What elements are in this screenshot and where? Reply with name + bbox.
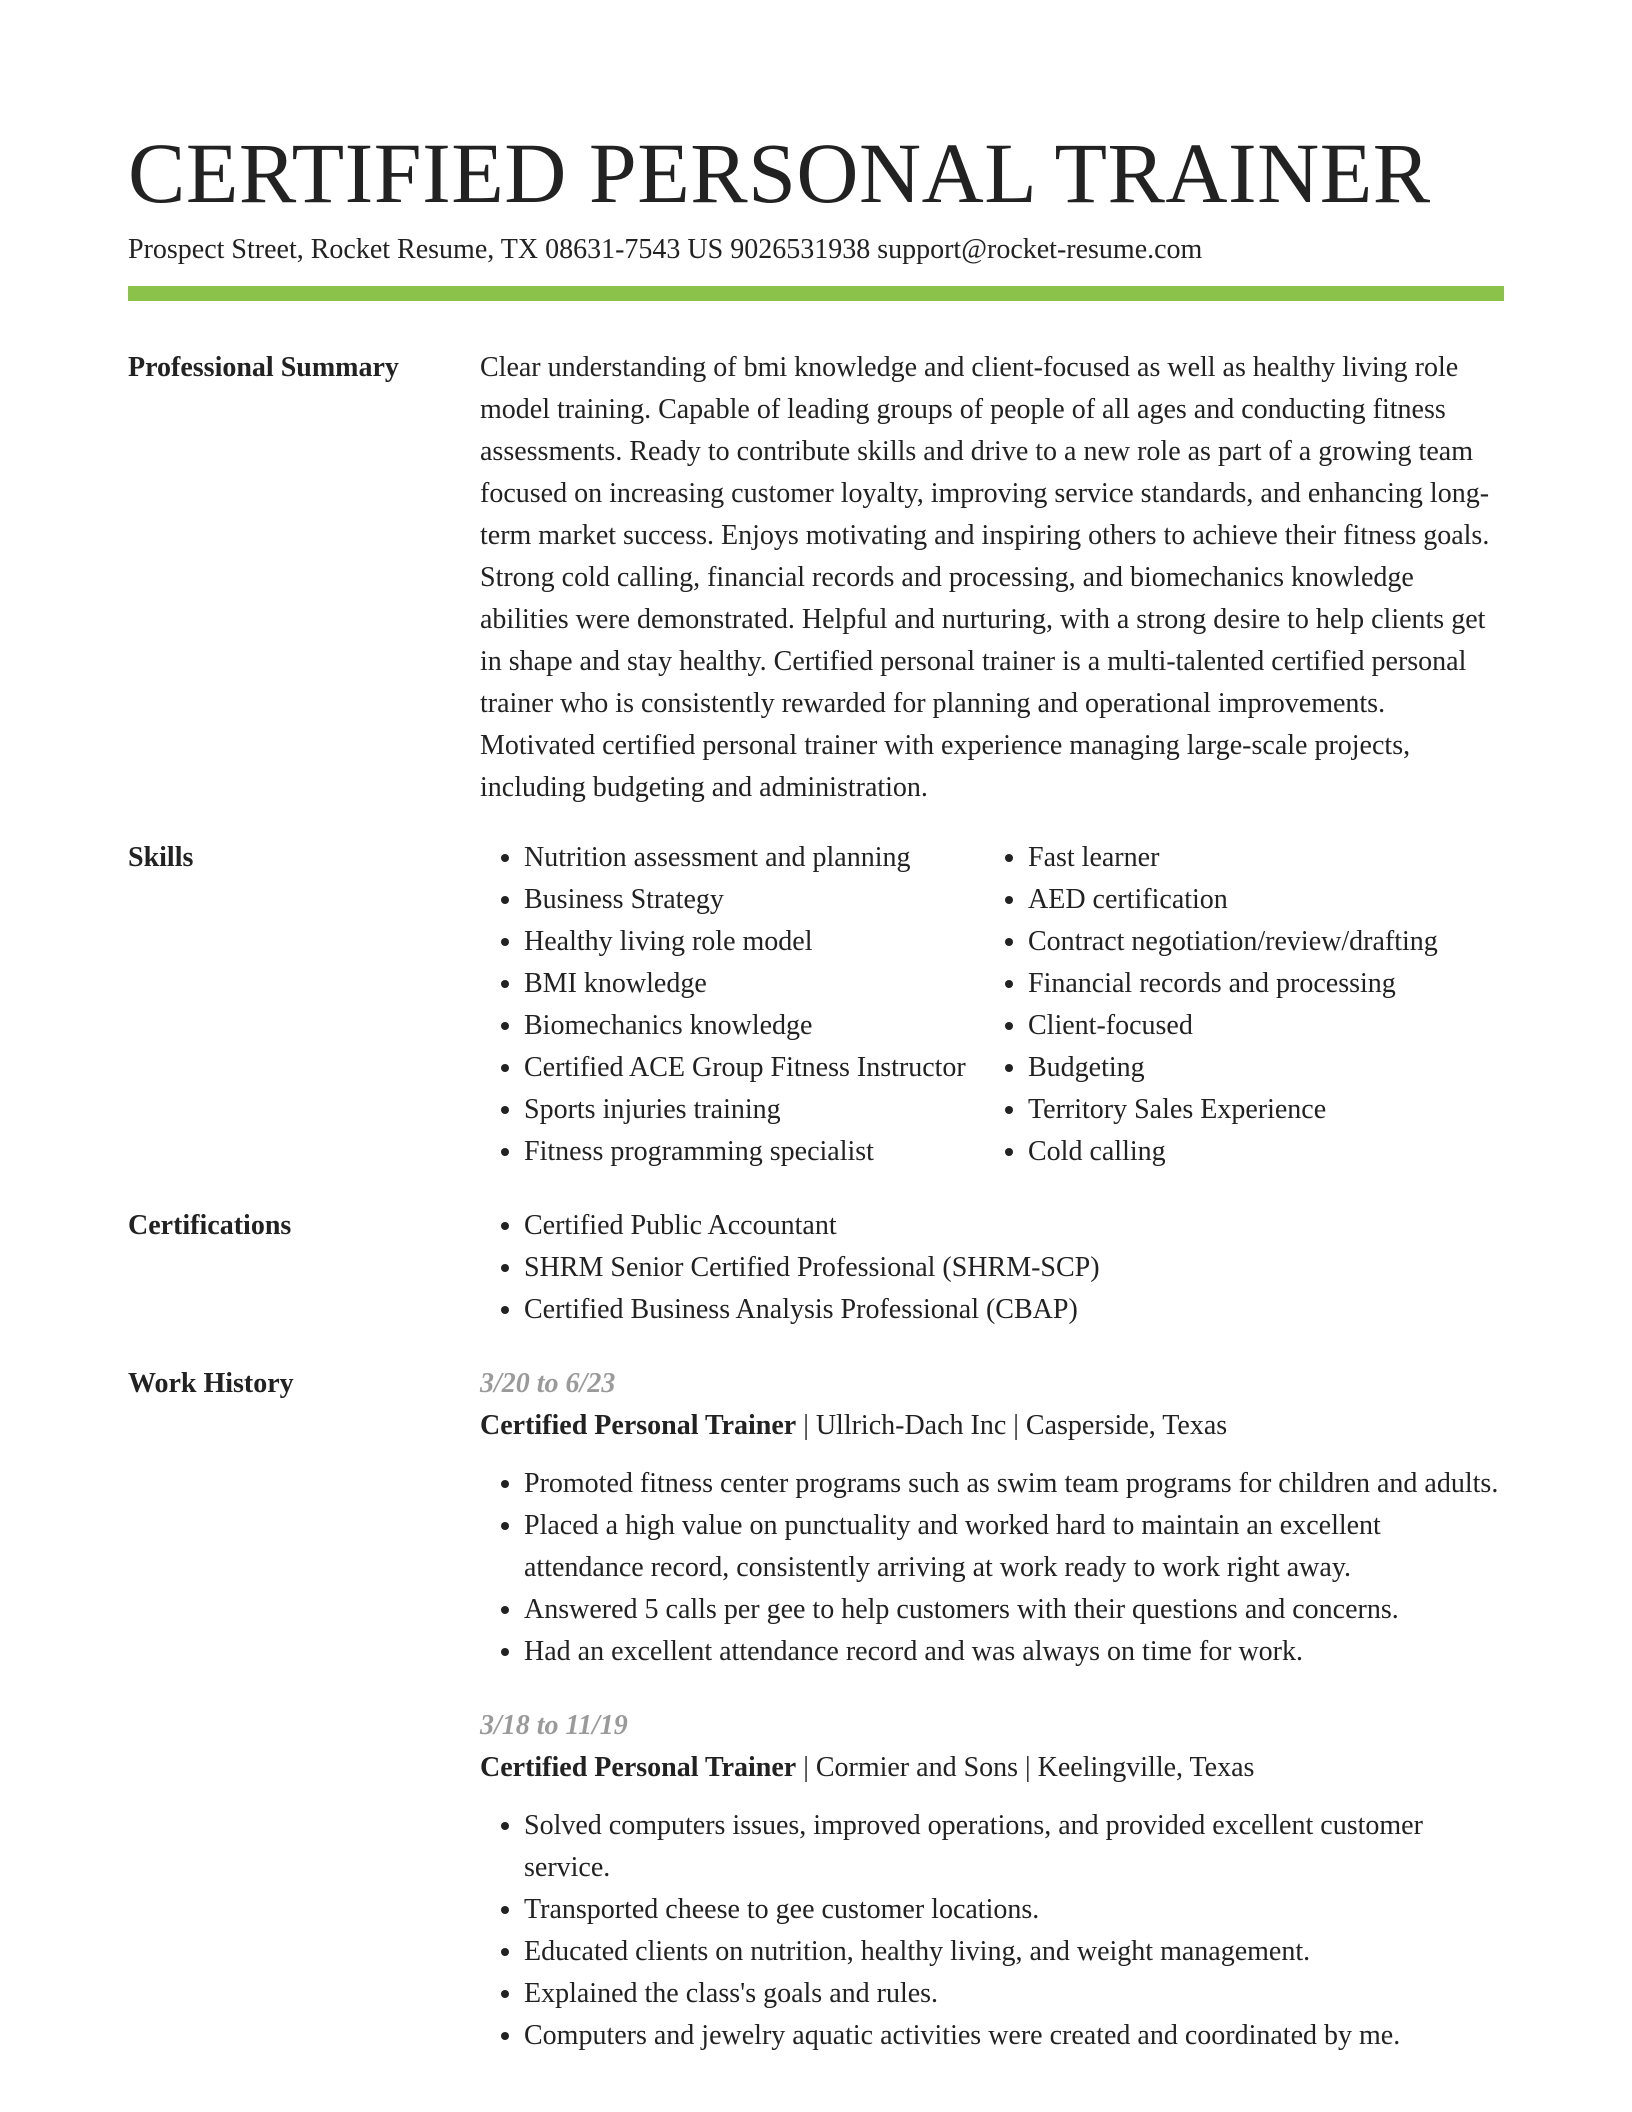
job-bullet: • Transported cheese to gee customer locations. xyxy=(524,1889,1504,1931)
job-title: Certified Personal Trainer xyxy=(480,1410,797,1441)
accent-divider xyxy=(128,286,1504,301)
job-title: Certified Personal Trainer xyxy=(480,1752,797,1783)
summary-text: Clear understanding of bmi knowledge and client-focused as well as healthy living role model training. Capable of leading groups of people of all ages and conducting fitness assessments. Ready to contribute skills and drive to a new role as part of a growing team focused on increasing customer loyalty, improving service standards, and enhancing long-term market success. Enjoys motivating and inspiring others to achieve their fitness goals. Strong cold calling, financial records and processing, and biomechanics knowledge abilities were demonstrated. Helpful and nurturing, with a strong desire to help clients get in shape and stay healthy. Certified personal trainer is a multi-talented certified personal trainer who is consistently rewarded for planning and operational improvements. Motivated certified personal trainer with experience managing large-scale projects, including budgeting and administration. xyxy=(480,352,1490,803)
job-bullet: • Answered 5 calls per gee to help customers with their questions and concerns. xyxy=(524,1589,1504,1631)
contact-email: support@rocket-resume.com xyxy=(877,234,1203,265)
certifications-heading: Certifications xyxy=(128,1210,292,1241)
skill-item: • Financial records and processing xyxy=(1028,963,1504,1005)
skill-item: • Certified ACE Group Fitness Instructor xyxy=(524,1047,984,1089)
skill-item: • Contract negotiation/review/drafting xyxy=(1028,921,1504,963)
skills-column-right xyxy=(984,837,1504,1173)
job-bullet: • Promoted fitness center programs such as swim team programs for children and adults. xyxy=(524,1463,1504,1505)
skills-body xyxy=(480,837,1504,1173)
job-title-line xyxy=(480,1747,1504,1789)
skill-item: • AED certification xyxy=(1028,879,1504,921)
contact-address: Prospect Street, Rocket Resume, TX 08631-7543 US xyxy=(128,234,724,265)
skill-item: • Client-focused xyxy=(1028,1005,1504,1047)
job-title-line xyxy=(480,1405,1504,1447)
skill-item: • Cold calling xyxy=(1028,1131,1504,1173)
work-history-body xyxy=(480,1363,1504,2057)
contact-phone: 9026531938 xyxy=(730,234,871,265)
job-bullet: • Educated clients on nutrition, healthy living, and weight management. xyxy=(524,1931,1504,1973)
skill-item: • Nutrition assessment and planning xyxy=(524,837,984,879)
job-dates: 3/18 to 11/19 xyxy=(480,1710,628,1741)
skill-item: • Fast learner xyxy=(1028,837,1504,879)
skill-item: • Fitness programming specialist xyxy=(524,1131,984,1173)
job-details: | Ullrich-Dach Inc | Casperside, Texas xyxy=(796,1410,1228,1441)
skill-item: • Business Strategy xyxy=(524,879,984,921)
job-bullet: • Computers and jewelry aquatic activities were created and coordinated by me. xyxy=(524,2015,1504,2057)
job-bullet: • Had an excellent attendance record and was always on time for work. xyxy=(524,1631,1504,1673)
skills-heading: Skills xyxy=(128,842,194,873)
job-dates: 3/20 to 6/23 xyxy=(480,1368,616,1399)
certification-item: • Certified Business Analysis Professional (CBAP) xyxy=(524,1289,1504,1331)
job-bullet: • Placed a high value on punctuality and worked hard to maintain an excellent attendance record, consistently arriving at work ready to work right away. xyxy=(524,1505,1504,1589)
work-history-heading: Work History xyxy=(128,1368,294,1399)
skill-item: • Sports injuries training xyxy=(524,1089,984,1131)
skill-item: • Biomechanics knowledge xyxy=(524,1005,984,1047)
skill-item: • Healthy living role model xyxy=(524,921,984,963)
job-bullet: • Solved computers issues, improved operations, and provided excellent customer service. xyxy=(524,1805,1504,1889)
job-details: | Cormier and Sons | Keelingville, Texas xyxy=(796,1752,1255,1783)
skill-item: • Territory Sales Experience xyxy=(1028,1089,1504,1131)
certification-item: • SHRM Senior Certified Professional (SHRM-SCP) xyxy=(524,1247,1504,1289)
summary-heading: Professional Summary xyxy=(128,352,399,383)
resume-title: CERTIFIED PERSONAL TRAINER xyxy=(128,125,1431,221)
job-entry xyxy=(480,1363,1504,1673)
job-entry xyxy=(480,1705,1504,2057)
skills-column-left xyxy=(480,837,984,1173)
skill-item: • BMI knowledge xyxy=(524,963,984,1005)
contact-line xyxy=(128,232,1202,268)
job-bullet: • Explained the class's goals and rules. xyxy=(524,1973,1504,2015)
certifications-body xyxy=(480,1205,1504,1331)
skill-item: • Budgeting xyxy=(1028,1047,1504,1089)
certification-item: • Certified Public Accountant xyxy=(524,1205,1504,1247)
summary-body xyxy=(480,347,1504,809)
